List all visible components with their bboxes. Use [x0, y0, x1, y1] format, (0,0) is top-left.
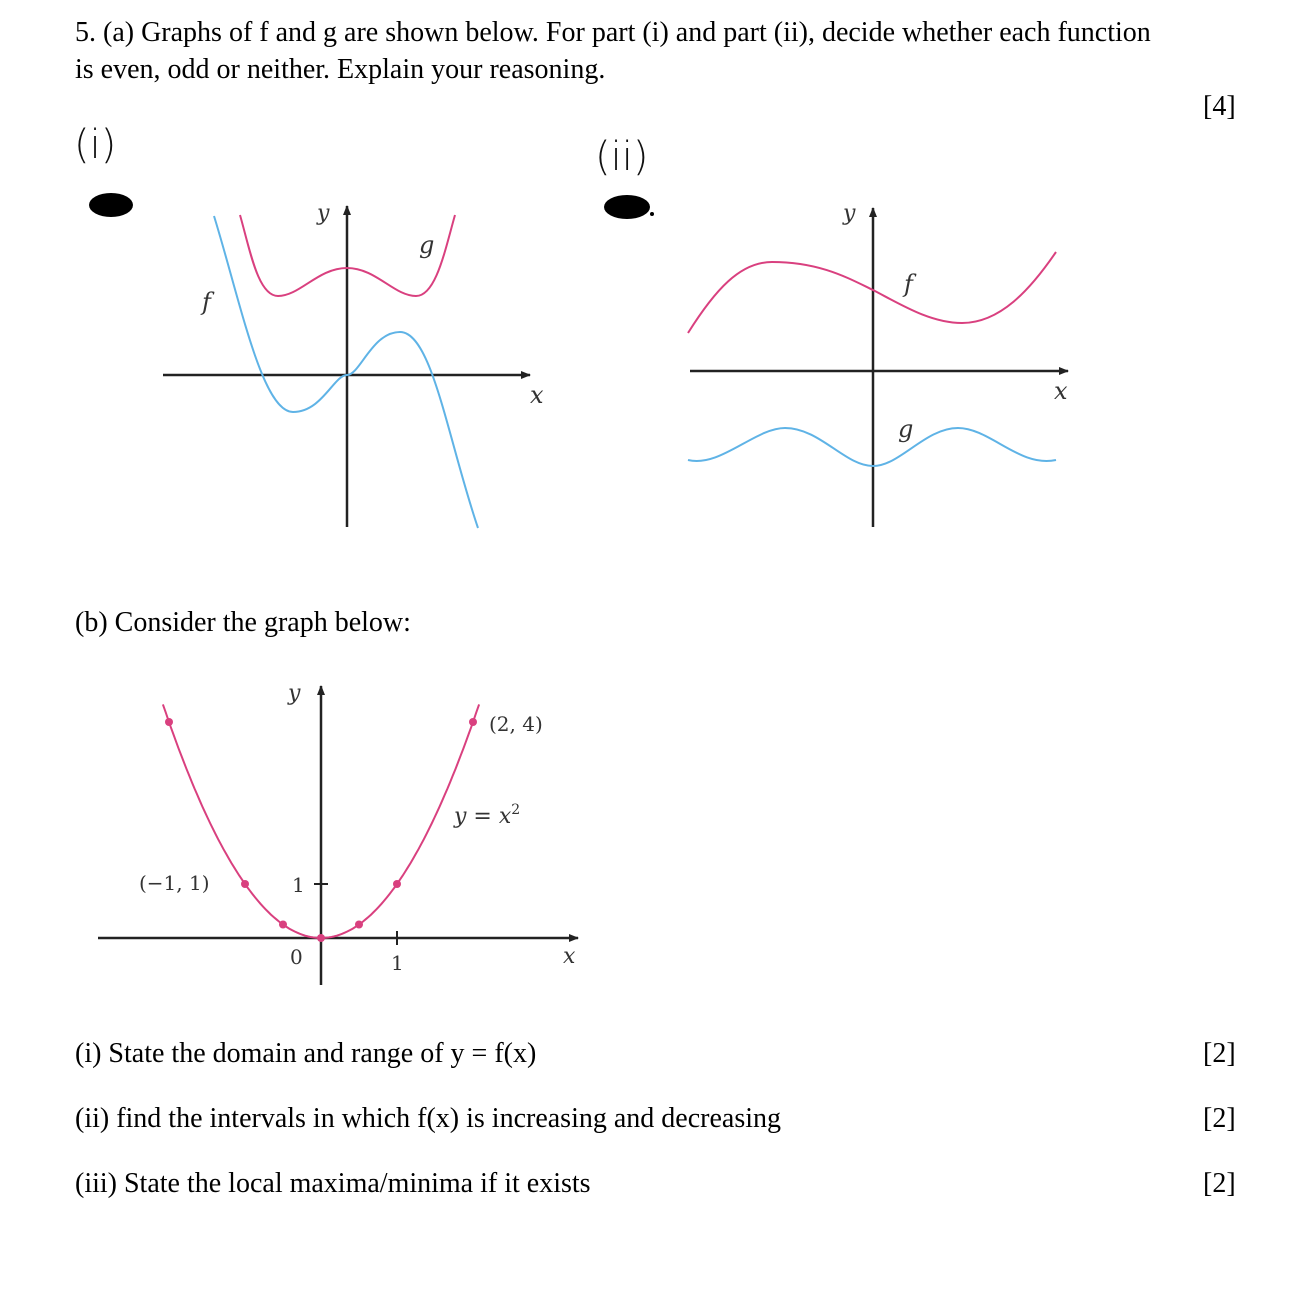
redaction-mark-ii [604, 195, 650, 219]
graph-ii-label-x: x [1054, 377, 1068, 405]
subquestion-ii-text: (ii) find the intervals in which f(x) is increasing and decreasing [75, 1103, 781, 1134]
question-line-1: 5. (a) Graphs of f and g are shown below. For part (i) and part (ii), decide whether each function [75, 17, 1151, 48]
graph-b-equation: $y = x^2$ [454, 802, 521, 829]
graph-b-point [317, 934, 325, 942]
part-b-intro: (b) Consider the graph below: [75, 607, 411, 638]
graph-b-origin-label: 0 [290, 945, 303, 969]
graph-ii [688, 201, 1068, 527]
graph-i-label-g: g [419, 231, 435, 259]
graph-b-point [393, 880, 401, 888]
graph-b-point [469, 718, 477, 726]
graph-ii-label-f: f [904, 270, 913, 298]
graph-i-label-y: y [317, 201, 330, 226]
subquestion-iii-marks: [2] [1203, 1168, 1236, 1199]
subquestion-i-marks: [2] [1203, 1038, 1236, 1069]
graph-i-label-x: x [530, 381, 544, 409]
graph-b-point [355, 921, 363, 929]
graph-b-point [241, 880, 249, 888]
redaction-mark-i [89, 193, 133, 217]
graph-b-x-tick-label: 1 [391, 951, 404, 975]
graph-b-point-label-neg1-1: (−1, 1) [139, 871, 210, 895]
graph-b-label-y: y [288, 681, 301, 706]
graph-ii-label-g: g [898, 415, 914, 443]
marks-part-a: [4] [1203, 91, 1236, 122]
graph-b-point [165, 718, 173, 726]
handwritten-label-ii: (ii) [595, 134, 649, 180]
subquestion-ii-marks: [2] [1203, 1103, 1236, 1134]
handwritten-label-i: (i) [74, 122, 117, 168]
graph-b-label-x: x [563, 944, 576, 969]
subquestion-i-text: (i) State the domain and range of y = f(x) [75, 1038, 537, 1069]
graph-ii-label-y: y [843, 201, 856, 226]
graph-b-point [279, 921, 287, 929]
subquestion-iii-text: (iii) State the local maxima/minima if it exists [75, 1168, 591, 1199]
question-line-2: is even, odd or neither. Explain your reasoning. [75, 54, 606, 85]
graph-i [163, 201, 544, 528]
graph-i-label-f: f [202, 288, 211, 316]
graph-b-point-label-2-4: (2, 4) [489, 712, 543, 736]
graph-b-y-tick-label: 1 [292, 873, 305, 897]
graph-b [98, 681, 578, 985]
